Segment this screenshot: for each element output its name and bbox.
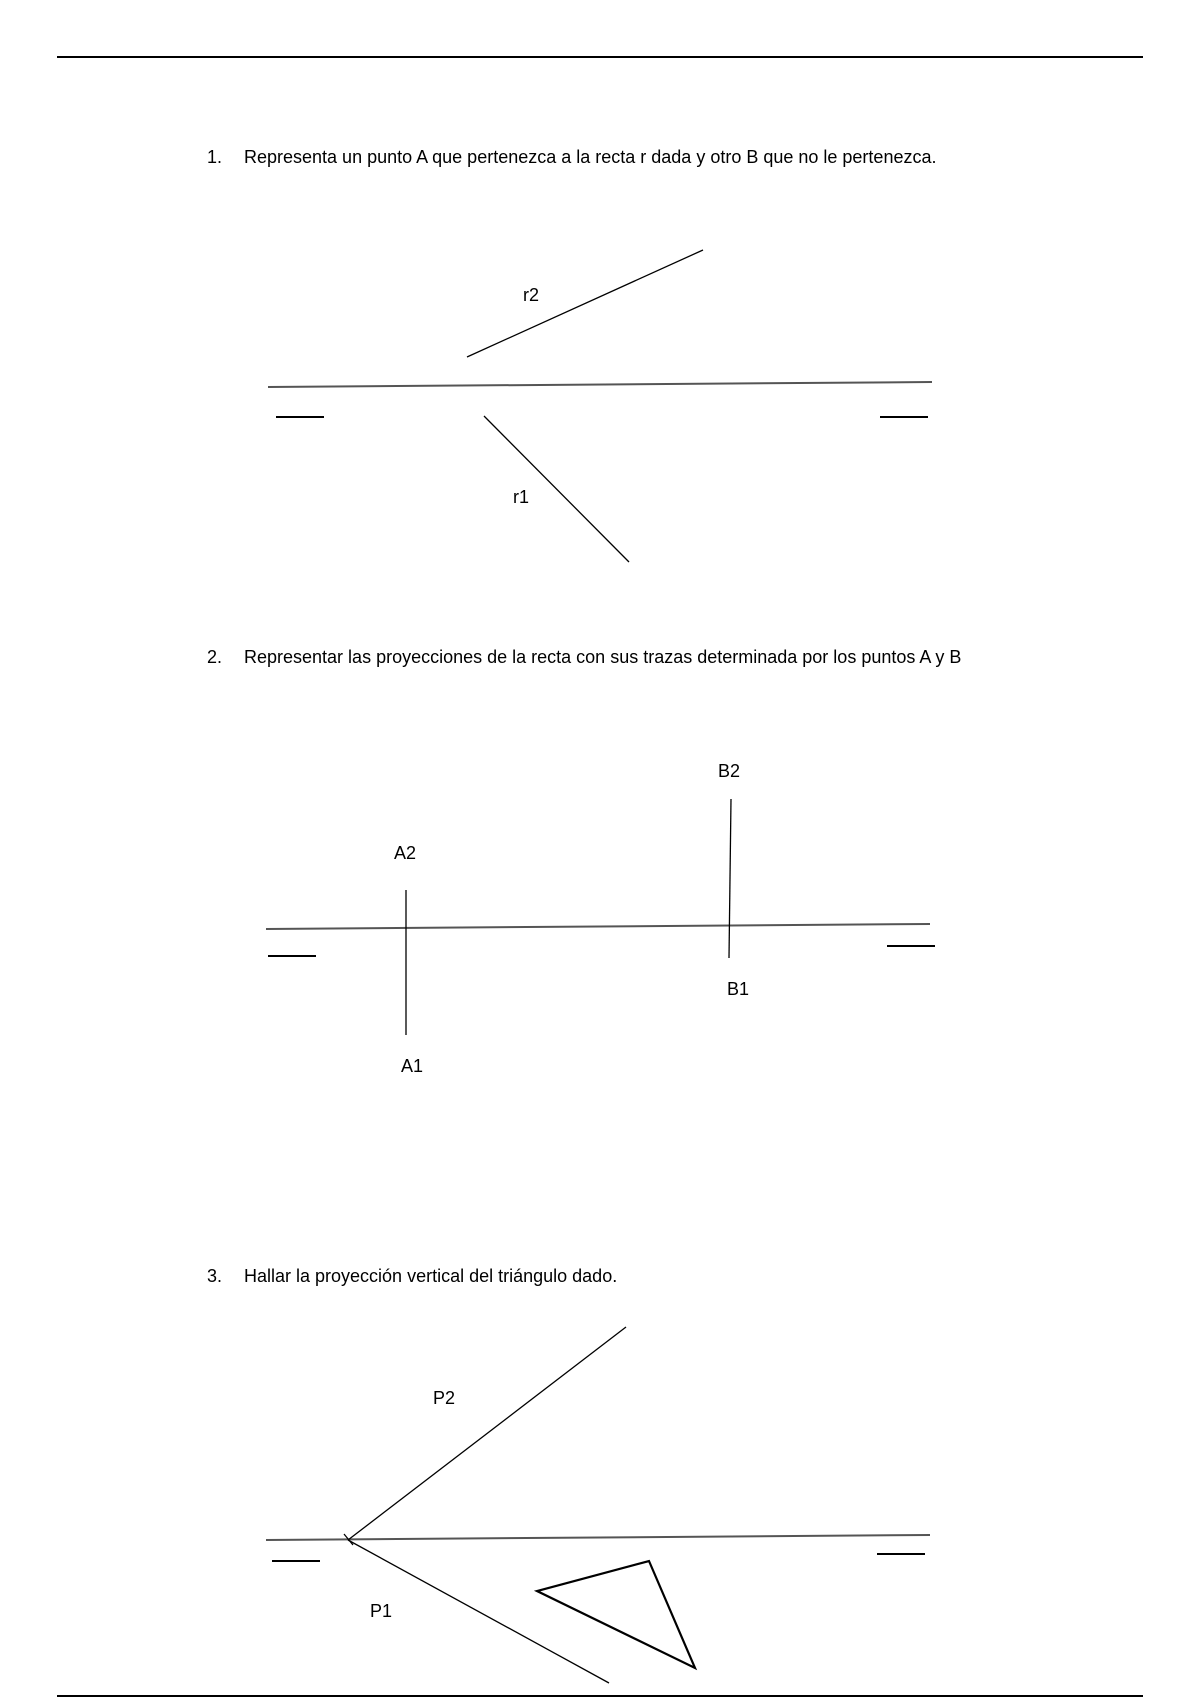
figure-3 [266,1327,930,1683]
exercise-statement: Hallar la proyección vertical del triángulo dado. [244,1266,618,1286]
exercise-statement: Representar las proyecciones de la recta con sus trazas determinada por los puntos A y B [244,647,962,667]
exercise-number: 2. [207,647,223,667]
label-r2: r2 [523,285,540,305]
ground-line [266,924,930,929]
exercise-statement: Representa un punto A que pertenezca a la recta r dada y otro B que no le pertenezca. [244,147,937,167]
triangle [537,1561,695,1668]
ground-line [268,382,932,387]
ground-line [266,1535,930,1540]
label-p2: P2 [433,1388,456,1408]
plane-trace-p2 [348,1327,626,1540]
exercise-number: 3. [207,1266,223,1286]
projection-r2 [467,250,703,357]
label-b2: B2 [718,761,741,781]
label-b1: B1 [727,979,750,999]
label-a1: A1 [401,1056,424,1076]
label-r1: r1 [513,487,530,507]
footer-rule [57,1695,1143,1697]
projection-r1 [484,416,629,562]
figure-2 [266,761,935,1076]
label-p1: P1 [370,1601,393,1621]
label-a2: A2 [394,843,417,863]
figure-1 [268,250,932,562]
exercise-number: 1. [207,147,223,167]
point-b-reference [729,799,731,958]
